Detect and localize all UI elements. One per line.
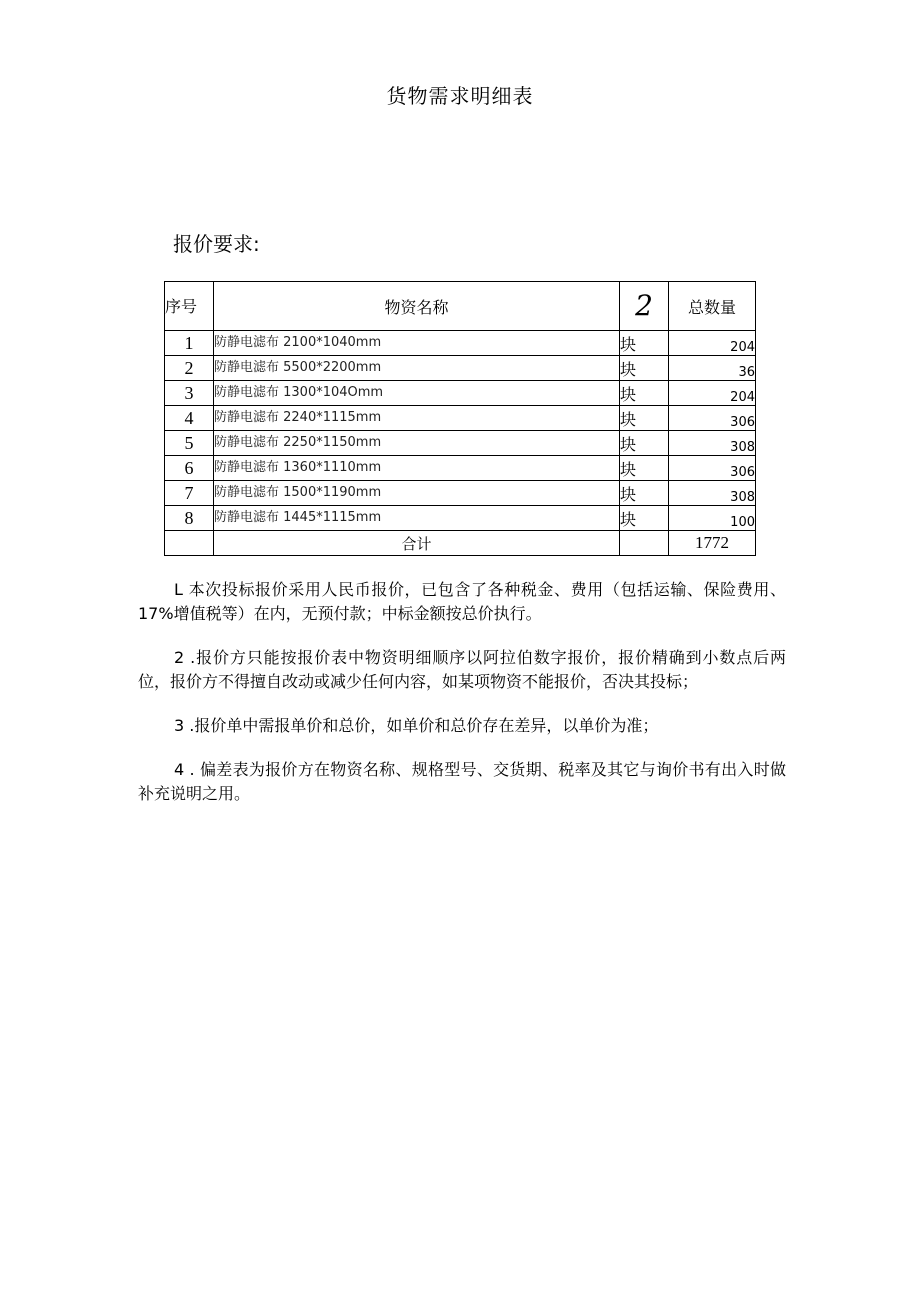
note-item: 4 . 偏差表为报价方在物资名称、规格型号、交货期、税率及其它与询价书有出入时做补充说明之用。: [138, 760, 786, 803]
table-row: [165, 406, 756, 431]
row-name: 防静电滤布 2100*1040mm: [214, 331, 620, 356]
row-unit: 块: [620, 481, 669, 506]
row-unit: 块: [620, 356, 669, 381]
row-name: 防静电滤布 1445*1115mm: [214, 506, 620, 531]
row-name: 防静电滤布 5500*2200mm: [214, 356, 620, 381]
row-seq: 5: [165, 431, 214, 456]
row-seq: 2: [165, 356, 214, 381]
row-name: 防静电滤布 1300*104Omm: [214, 381, 620, 406]
row-unit: 块: [620, 456, 669, 481]
note-item: 2 .报价方只能按报价表中物资明细顺序以阿拉伯数字报价，报价精确到小数点后两位，报价方不得擅自改动或减少任何内容，如某项物资不能报价，否决其投标；: [138, 648, 786, 691]
row-unit: 块: [620, 506, 669, 531]
requirements-notes: [138, 578, 786, 826]
row-seq: 1: [165, 331, 214, 356]
table-row: [165, 506, 756, 531]
table-total-row: [165, 531, 756, 556]
total-label: 合计: [214, 531, 620, 556]
row-name: 防静电滤布 1500*1190mm: [214, 481, 620, 506]
table-header-row: [165, 282, 756, 331]
row-name: 防静电滤布 2250*1150mm: [214, 431, 620, 456]
header-unit: 2: [620, 282, 669, 331]
table-row: [165, 431, 756, 456]
row-qty: 308: [669, 431, 756, 456]
table-row: [165, 481, 756, 506]
note-item: 3 .报价单中需报单价和总价，如单价和总价存在差异，以单价为准；: [174, 716, 659, 735]
row-seq: 8: [165, 506, 214, 531]
note-item: L 本次投标报价采用人民币报价，已包含了各种税金、费用（包括运输、保险费用、17%增值税等）在内，无预付款；中标金额按总价执行。: [138, 580, 786, 623]
goods-table: [164, 281, 756, 556]
row-unit: 块: [620, 331, 669, 356]
row-seq: 6: [165, 456, 214, 481]
row-qty: 306: [669, 406, 756, 431]
table-row: [165, 456, 756, 481]
header-name: 物资名称: [214, 282, 620, 331]
row-qty: 306: [669, 456, 756, 481]
row-qty: 204: [669, 331, 756, 356]
row-seq: 7: [165, 481, 214, 506]
table-body: [165, 331, 756, 531]
row-name: 防静电滤布 1360*1110mm: [214, 456, 620, 481]
row-seq: 4: [165, 406, 214, 431]
row-qty: 36: [669, 356, 756, 381]
total-qty: 1772: [669, 531, 756, 556]
row-unit: 块: [620, 406, 669, 431]
header-qty: 总数量: [669, 282, 756, 331]
row-name: 防静电滤布 2240*1115mm: [214, 406, 620, 431]
table-row: [165, 331, 756, 356]
row-qty: 204: [669, 381, 756, 406]
total-seq-cell: [165, 531, 214, 556]
row-unit: 块: [620, 431, 669, 456]
total-unit-cell: [620, 531, 669, 556]
table-row: [165, 381, 756, 406]
row-unit: 块: [620, 381, 669, 406]
header-seq: 序号: [165, 282, 214, 331]
document-title: 货物需求明细表: [386, 84, 534, 108]
row-seq: 3: [165, 381, 214, 406]
table-row: [165, 356, 756, 381]
row-qty: 308: [669, 481, 756, 506]
section-heading: 报价要求:: [173, 232, 260, 256]
row-qty: 100: [669, 506, 756, 531]
